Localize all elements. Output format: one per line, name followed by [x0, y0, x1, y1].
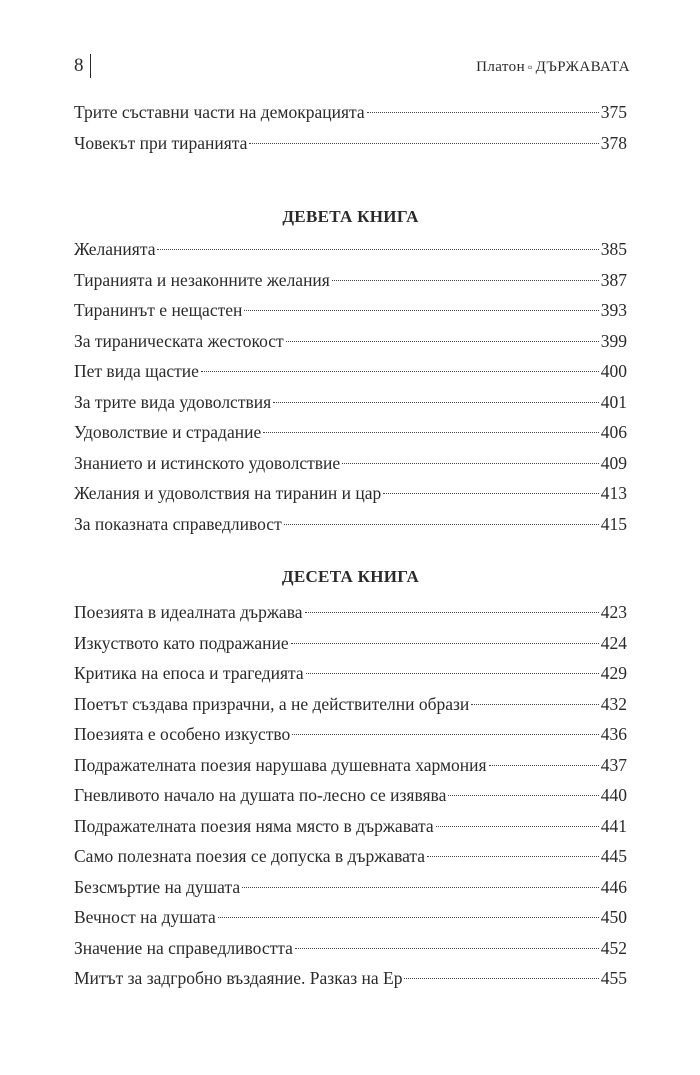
toc-book-10-list — [74, 597, 627, 994]
toc-entry — [74, 326, 627, 357]
toc-entry-title: Вечност на душата — [74, 907, 216, 927]
toc-dot-leader — [404, 978, 598, 979]
toc-entry-title: Удоволствие и страдание — [74, 422, 262, 442]
toc-entry — [74, 933, 627, 964]
toc-entry-title: За показната справедливост — [74, 513, 282, 534]
toc-dot-leader — [292, 734, 598, 735]
toc-dot-leader — [291, 643, 599, 644]
toc-entry-page-number: 399 — [600, 330, 627, 351]
toc-entry-page-number: 432 — [600, 693, 627, 714]
toc-entry — [74, 356, 627, 387]
toc-entry-title: Критика на епоса и трагедията — [74, 663, 304, 683]
toc-dot-leader — [263, 432, 599, 433]
page-number-divider — [90, 54, 91, 78]
toc-entry-page-number: 436 — [600, 724, 627, 744]
toc-entry-page-number: 415 — [600, 513, 627, 534]
toc-entry — [74, 689, 627, 720]
toc-entry-page-number: 446 — [600, 876, 627, 897]
toc-entry-page-number: 378 — [600, 132, 627, 153]
toc-entry-page-number: 393 — [600, 300, 627, 320]
toc-entry — [74, 750, 627, 781]
page-number: 8 — [74, 55, 84, 76]
book-9-heading: ДЕВЕТА КНИГА — [282, 207, 419, 226]
toc-entry-page-number: 452 — [600, 937, 627, 958]
toc-book-9-list — [74, 234, 627, 539]
toc-dot-leader — [273, 402, 599, 403]
toc-entry-page-number: 437 — [600, 754, 627, 775]
toc-entry — [74, 295, 627, 326]
toc-dot-leader — [242, 887, 599, 888]
running-head-separator: ▫ — [528, 60, 533, 74]
toc-entry — [74, 780, 627, 811]
toc-entry-title: Безсмъртие на душата — [74, 876, 241, 897]
toc-entry — [74, 658, 627, 689]
toc-dot-leader — [489, 765, 599, 766]
toc-entry-title: Знанието и истинското удоволствие — [74, 452, 341, 473]
toc-dot-leader — [383, 493, 599, 494]
toc-entry — [74, 597, 627, 628]
toc-entry-page-number: 445 — [600, 846, 627, 866]
toc-dot-leader — [295, 948, 599, 949]
toc-dot-leader — [284, 524, 599, 525]
toc-entry — [74, 872, 627, 903]
toc-dot-leader — [244, 310, 598, 311]
toc-entry — [74, 902, 627, 933]
toc-entry — [74, 719, 627, 750]
toc-entry-title: Желания и удоволствия на тиранин и цар — [74, 483, 382, 503]
toc-dot-leader — [249, 143, 598, 144]
toc-entry-page-number: 455 — [600, 968, 627, 988]
toc-entry-title: Изкуството като подражание — [74, 632, 289, 653]
toc-entry-title: Пет вида щастие — [74, 361, 199, 381]
toc-entry-title: Митът за задгробно въздаяние. Разказ на Ер — [74, 968, 403, 988]
toc-entry — [74, 478, 627, 509]
page-header — [74, 54, 630, 84]
toc-entry-title: За тираническата жестокост — [74, 330, 284, 351]
toc-entry-title: Човекът при тиранията — [74, 132, 248, 153]
toc-entry-page-number: 409 — [600, 452, 627, 473]
toc-intro-list — [74, 97, 627, 158]
toc-dot-leader — [305, 612, 599, 613]
toc-dot-leader — [286, 341, 599, 342]
toc-entry — [74, 509, 627, 540]
toc-entry-page-number: 424 — [600, 632, 627, 653]
toc-entry-title: Само полезната поезия се допуска в държавата — [74, 846, 426, 866]
toc-entry-page-number: 401 — [600, 391, 627, 412]
toc-entry-title: Трите съставни части на демокрацията — [74, 102, 365, 122]
toc-entry-title: Желанията — [74, 239, 156, 259]
toc-entry — [74, 387, 627, 418]
toc-entry-page-number: 450 — [600, 907, 627, 927]
toc-entry-page-number: 385 — [600, 239, 627, 259]
toc-entry — [74, 811, 627, 842]
toc-entry-page-number: 423 — [600, 602, 627, 622]
toc-entry-title: Подражателната поезия няма място в държавата — [74, 815, 434, 836]
toc-dot-leader — [448, 795, 598, 796]
toc-entry-title: Гневливото начало на душата по-лесно се изявява — [74, 785, 447, 805]
toc-entry-page-number: 413 — [600, 483, 627, 503]
toc-dot-leader — [436, 826, 599, 827]
toc-entry — [74, 97, 627, 128]
toc-entry-page-number: 440 — [600, 785, 627, 805]
toc-entry — [74, 628, 627, 659]
toc-entry-page-number: 387 — [600, 269, 627, 290]
toc-entry-title: Поезията е особено изкуство — [74, 724, 291, 744]
toc-dot-leader — [201, 371, 599, 372]
book-10-heading: ДЕСЕТА КНИГА — [281, 567, 420, 586]
toc-entry — [74, 265, 627, 296]
toc-dot-leader — [427, 856, 599, 857]
toc-dot-leader — [471, 704, 598, 705]
toc-entry-title: Поезията в идеалната държава — [74, 602, 303, 622]
toc-dot-leader — [332, 280, 599, 281]
toc-entry-title: Значение на справедливостта — [74, 937, 293, 958]
running-head — [476, 58, 630, 76]
toc-entry — [74, 963, 627, 994]
toc-entry-title: Поетът създава призрачни, а не действителни образи — [74, 693, 470, 714]
toc-entry — [74, 841, 627, 872]
toc-entry-page-number: 400 — [600, 361, 627, 381]
toc-entry-title: Тиранинът е нещастен — [74, 300, 243, 320]
toc-entry-title: Тиранията и незаконните желания — [74, 269, 330, 290]
toc-entry-page-number: 429 — [600, 663, 627, 683]
toc-entry-page-number: 375 — [600, 102, 627, 122]
toc-dot-leader — [306, 673, 599, 674]
running-head-author: Платон — [476, 59, 525, 75]
toc-entry — [74, 417, 627, 448]
toc-entry-title: За трите вида удоволствия — [74, 391, 272, 412]
toc-entry-page-number: 441 — [600, 815, 627, 836]
toc-dot-leader — [157, 249, 598, 250]
running-head-title: ДЪРЖАВАТА — [535, 59, 630, 75]
toc-entry — [74, 448, 627, 479]
toc-entry-title: Подражателната поезия нарушава душевната хармония — [74, 754, 487, 775]
toc-entry — [74, 234, 627, 265]
toc-dot-leader — [342, 463, 599, 464]
toc-entry-page-number: 406 — [600, 422, 627, 442]
toc-entry — [74, 128, 627, 159]
toc-dot-leader — [367, 112, 599, 113]
toc-dot-leader — [218, 917, 599, 918]
